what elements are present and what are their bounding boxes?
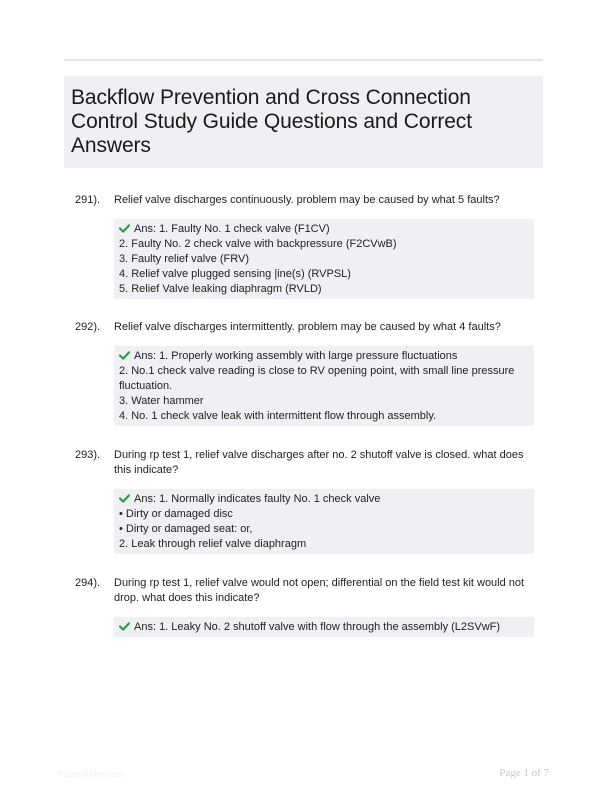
answer-box [114,489,534,554]
answer-line [119,620,528,635]
answer-line: • Dirty or damaged disc [119,508,233,520]
question-block [64,193,543,299]
question-block [64,576,543,637]
answer-text: Ans: 1. Faulty No. 1 check valve (F1CV) [134,223,330,235]
title-banner [64,76,543,168]
answer-box [114,346,534,426]
answer-text: Ans: 1. Leaky No. 2 shutoff valve with flow through the assembly (L2SVwF) [134,621,501,633]
top-divider [64,59,543,61]
answer-line: 2. Leak through relief valve diaphragm [119,538,307,550]
question-text: Relief valve discharges intermittently. problem may be caused by what 4 faults? [114,321,501,333]
check-icon [119,622,130,631]
question-number: 292). [75,321,101,333]
answer-line: 3. Faulty relief valve (FRV) [119,253,250,265]
answer-line: 3. Water hammer [119,395,204,407]
question-block [64,320,543,426]
question-number: 291). [75,194,101,206]
answer-line [119,222,528,237]
question-block [64,448,543,554]
answer-text: Ans: 1. Normally indicates faulty No. 1 check valve [134,493,381,505]
answer-box [114,617,534,637]
page-number: Page 1 of 7 [499,767,549,779]
footer-watermark: Paperfinder.com [58,769,124,779]
check-icon [119,224,130,233]
answer-line: 4. No. 1 check valve leak with intermittent flow through assembly. [119,410,437,422]
question-text: Relief valve discharges continuously. problem may be caused by what 5 faults? [114,194,500,206]
answer-text: Ans: 1. Properly working assembly with large pressure fluctuations [134,350,458,362]
answer-line [119,492,528,507]
question-text: During rp test 1, relief valve discharges after no. 2 shutoff valve is closed. what does this indicate? [114,449,524,476]
answer-line: 5. Relief Valve leaking diaphragm (RVLD) [119,283,322,295]
question-number: 294). [75,577,101,589]
answer-line: 4. Relief valve plugged sensing |ine(s) (RVPSL) [119,268,351,280]
question-text: During rp test 1, relief valve would not open; differential on the field test kit would not drop. what does this indicate? [114,577,525,604]
check-icon [119,351,130,360]
answer-line: • Dirty or damaged seat: or, [119,523,253,535]
answer-line: 2. Faulty No. 2 check valve with backpressure (F2CVwB) [119,238,397,250]
answer-line [119,349,528,364]
answer-line: 2. No.1 check valve reading is close to RV opening point, with small line pressure fluctuation. [119,365,515,392]
question-number: 293). [75,449,101,461]
page-title: Backflow Prevention and Cross Connection Control Study Guide Questions and Correct Answers [71,86,472,157]
check-icon [119,494,130,503]
answer-box [114,219,534,299]
